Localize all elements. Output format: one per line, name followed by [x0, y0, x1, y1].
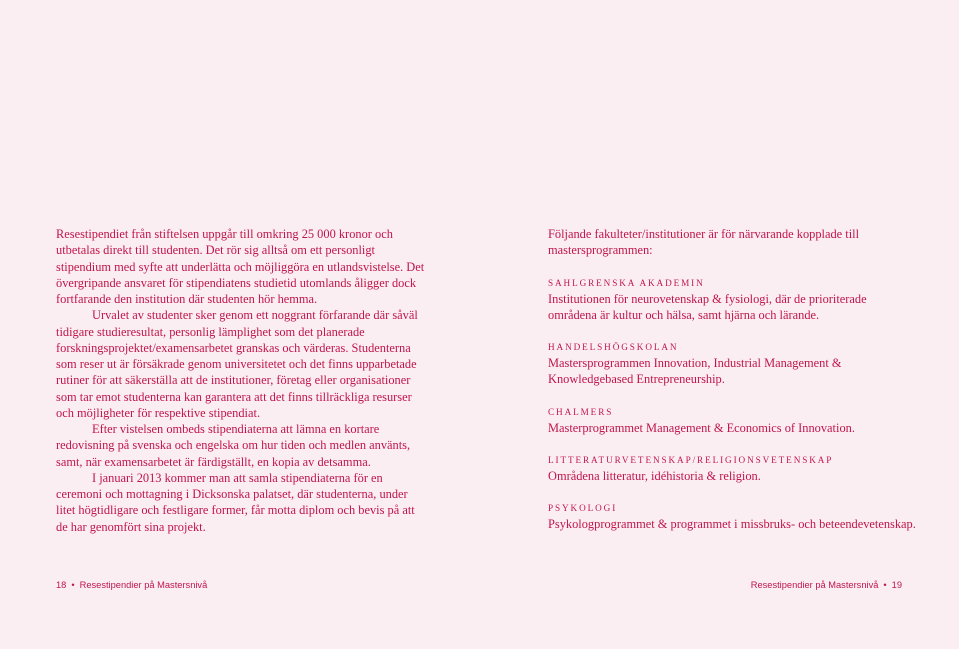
footer-title-left: Resestipendier på Mastersnivå: [79, 580, 208, 590]
institution-block: [548, 275, 918, 324]
left-page-body: [56, 226, 426, 535]
institution-block: [548, 404, 918, 436]
institution-name: CHALMERS: [548, 406, 614, 417]
institution-description: Psykologprogrammet & programmet i missbruks- och beteendevetenskap.: [548, 517, 916, 531]
footer-separator: •: [883, 580, 887, 590]
page-number-left: 18: [56, 580, 67, 590]
paragraph-selection: Urvalet av studenter sker genom ett noggrant förfarande där såväl tidigare studieresultat, personlig lämplighet som det planerade forskningsprojektet/examensarbetet granskas och värderas. Studenterna som reser ut är försäkrade genom universitetet och det finns upparbetade rutiner för att säkerställa att de institutioner, företag eller organisationer som tar emot studenterna kan garantera att det finns tillräckliga resurser och möjligheter för respektive stipendiat.: [56, 308, 418, 420]
right-page-footer: [751, 579, 902, 591]
institution-description: Institutionen för neurovetenskap & fysiologi, där de prioriterade områdena är kultur och hälsa, samt hjärna och lärande.: [548, 291, 867, 322]
institution-block: [548, 452, 918, 484]
institutions-intro: Följande fakulteter/institutioner är för närvarande kopplade till mastersprogrammen:: [548, 227, 860, 258]
right-page-body: [548, 226, 918, 548]
institution-description: Områdena litteratur, idéhistoria & religion.: [548, 468, 761, 483]
paragraph-stipend-amount: Resestipendiet från stiftelsen uppgår till omkring 25 000 kronor och utbetalas direkt till studenten. Det rör sig alltså om ett personligt stipendium med syfte att underlätta och möjliggöra en utlandsvistelse. Det övergripande ansvaret för stipendiatens studietid utomlands åligger dock fortfarande den institution där studenten hör hemma.: [56, 227, 425, 306]
left-page-footer: [56, 579, 207, 591]
paragraph-report: Efter vistelsen ombeds stipendiaterna att lämna en kortare redovisning på svenska och engelska om hur tiden och medlen använts, samt, när examensarbetet är färdigställt, en kopia av detsamma.: [56, 422, 411, 469]
institution-name: SAHLGRENSKA AKADEMIN: [548, 277, 705, 288]
page-number-right: 19: [891, 580, 902, 590]
institution-description: Masterprogrammet Management & Economics of Innovation.: [548, 420, 855, 435]
footer-title-right: Resestipendier på Mastersnivå: [750, 580, 879, 590]
paragraph-ceremony: I januari 2013 kommer man att samla stipendiaterna för en ceremoni och mottagning i Dicksonska palatset, där studenterna, under litet högtidligare och festligare former, får motta diplom och bevis på att de har genomfört sina projekt.: [56, 470, 415, 534]
institution-block: [548, 339, 918, 388]
institution-name: PSYKOLOGI: [548, 503, 618, 513]
institution-name: LITTERATURVETENSKAP/RELIGIONSVETENSKAP: [548, 454, 834, 465]
institution-description: Mastersprogrammen Innovation, Industrial Management & Knowledgebased Entrepreneurship.: [548, 356, 842, 387]
institution-name: HANDELSHÖGSKOLAN: [548, 342, 679, 352]
footer-separator: •: [71, 580, 75, 590]
institution-block: [548, 500, 918, 532]
